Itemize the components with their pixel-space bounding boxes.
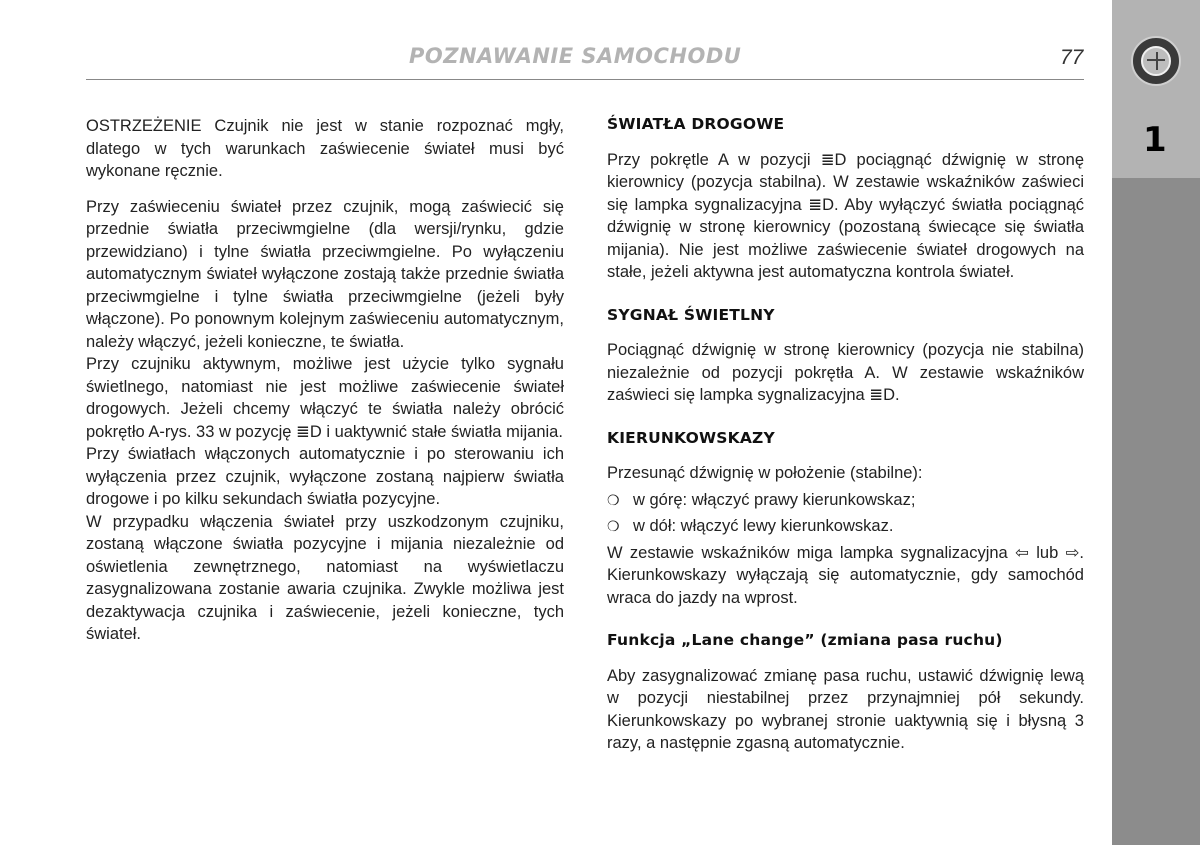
header-divider xyxy=(86,79,1084,80)
left-column xyxy=(86,115,564,646)
section-text: W zestawie wskaźników miga lampka sygnalizacyjna ⇦ lub ⇨. Kierunkowskazy wyłączają się automatycznie, gdy samochód wraca do jazdy na wprost. xyxy=(607,543,1084,607)
indicators-section xyxy=(607,427,1084,610)
section-text: Pociągnąć dźwignię w stronę kierownicy (pozycja nie stabilna) niezależnie od pozycji pokrętła A. W zestawie wskaźników zaświeci się lampka sygnalizacyjna ≣D. xyxy=(607,341,1084,404)
list-item xyxy=(607,489,1084,512)
section-intro: Przesunąć dźwignię w położenie (stabilne): xyxy=(607,464,923,482)
list-item xyxy=(607,515,1084,538)
section-text: Przy pokrętle A w pozycji ≣D pociągnąć dźwignię w stronę kierownicy (pozycja stabilna). W zestawie wskaźników zaświeci się lampka sygnalizacyjna ≣D. Aby wyłączyć światła pociągnąć dźwignię w stronę kierownicy (pozostaną świecące się światła mijania). Nie jest możliwe zaświecenie świateł drogowych na stałe, jeżeli aktywna jest automatyczna kontrola świateł. xyxy=(607,150,1084,281)
brand-logo-icon xyxy=(1131,36,1181,86)
lane-change-section xyxy=(607,629,1084,755)
body-paragraph: W przypadku włączenia świateł przy uszkodzonym czujniku, zostaną włączone światła pozycyjne i mijania niezależnie od oświetlenia zewnętrznego, natomiast na wyświetlaczu zasygnalizowana zostanie awaria czujnika. Zwykle możliwa jest dezaktywacja czujnika i zaświecenie, jeżeli konieczne, tych świateł. xyxy=(86,512,564,643)
section-text: Aby zasygnalizować zmianę pasa ruchu, ustawić dźwignię lewą w pozycji niestabilnej przez przynajmniej pół sekundy. Kierunkowskazy po wybranej stronie uaktywnią się i błysną 3 razy, a następnie zgasną automatycznie. xyxy=(607,666,1084,752)
list-item-text: w górę: włączyć prawy kierunkowskaz; xyxy=(633,490,916,509)
bullet-circle-icon: ❍ xyxy=(607,518,620,534)
list-item-text: w dół: włączyć lewy kierunkowskaz. xyxy=(633,517,894,535)
warning-paragraph: OSTRZEŻENIE Czujnik nie jest w stanie rozpoznać mgły, dlatego w tych warunkach zaświecenie świateł musi być wykonane ręcznie. xyxy=(86,117,564,180)
section-heading: ŚWIATŁA DROGOWE xyxy=(607,115,785,133)
body-paragraph: Przy zaświeceniu świateł przez czujnik, mogą zaświecić się przednie światła przeciwmgielne (dla wersji/rynku, gdzie przewidziano) i tylne światła przeciwmgielne. Po wyłączeniu automatycznym świateł wyłączone zostają także przednie światła przeciwmgielne i tylne światła przeciwmgielne (jeżeli były włączone). Po ponownym kolejnym zaświeceniu automatycznym, należy włączyć, jeżeli konieczne, te światła. xyxy=(86,197,564,351)
section-heading: KIERUNKOWSKAZY xyxy=(607,428,775,447)
flash-section xyxy=(607,304,1084,407)
bullet-circle-icon: ❍ xyxy=(607,491,620,508)
high-beam-section xyxy=(607,113,1084,284)
chapter-number: 1 xyxy=(1143,120,1167,160)
body-paragraph: Przy światłach włączonych automatycznie i po sterowaniu ich wyłączenia przez czujnik, wyłączone zostaną najpierw światła drogowe i po kilku sekundach światła pozycyjne. xyxy=(86,445,564,508)
section-heading: SYGNAŁ ŚWIETLNY xyxy=(607,305,775,324)
page-number: 77 xyxy=(1060,46,1084,69)
section-heading: Funkcja „Lane change” (zmiana pasa ruchu) xyxy=(607,631,1003,649)
page-title: POZNAWANIE SAMOCHODU xyxy=(409,44,742,68)
right-column xyxy=(607,113,1084,775)
body-paragraph: Przy czujniku aktywnym, możliwe jest użycie tylko sygnału świetlnego, natomiast nie jest możliwe zaświecenie świateł drogowych. Jeżeli chcemy włączyć te światła należy obrócić pokrętło A-rys. 33 w pozycję ≣D i uaktywnić stałe światła mijania. xyxy=(86,355,564,441)
